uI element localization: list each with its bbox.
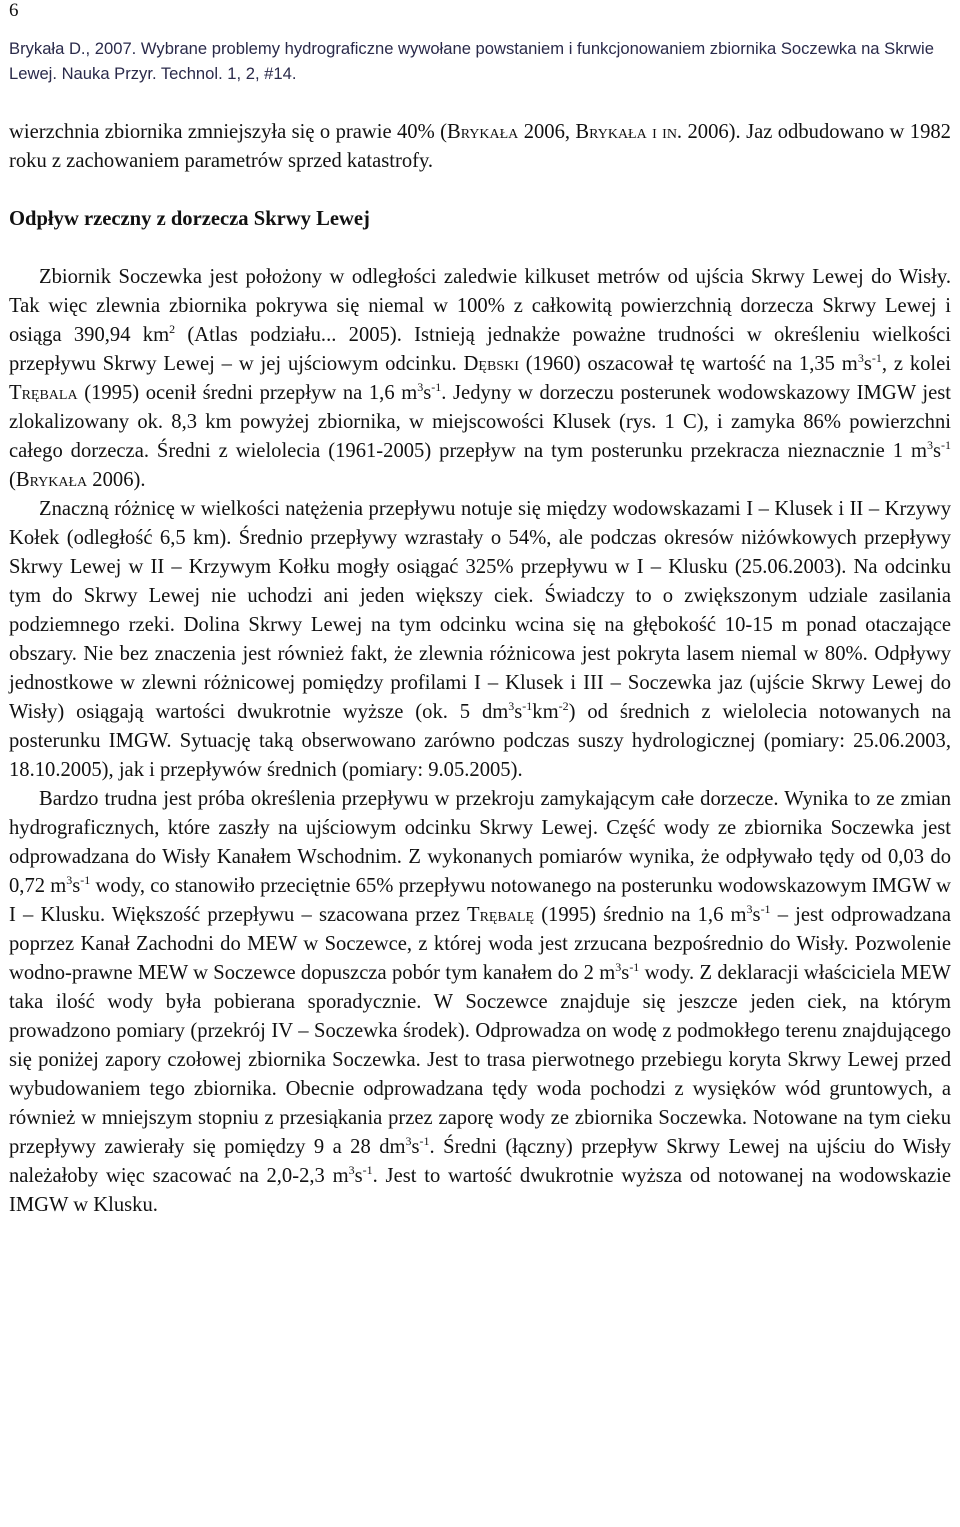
text-run: (1960) oszacował tę wartość na 1,35 m bbox=[518, 353, 858, 375]
section-heading: Odpływ rzeczny z dorzecza Skrwy Lewej bbox=[9, 208, 370, 230]
text-run: 2006). Jaz odbudowano w 1982 roku z zachowaniem parametrów sprzed katastrofy. bbox=[9, 121, 951, 172]
superscript: -1 bbox=[80, 873, 91, 887]
superscript: -1 bbox=[522, 699, 533, 713]
text-run: km bbox=[532, 701, 559, 723]
author-name: Trębalę bbox=[467, 904, 535, 926]
paragraph-3 bbox=[9, 785, 951, 1220]
text-run: (Atlas podziału... 2005). Istnieją jednakże poważne trudności w określeniu wielkości przepływu Skrwy Lewej – w jej ujściowym odcinku. bbox=[9, 324, 952, 375]
superscript: 3 bbox=[348, 1163, 355, 1177]
text-run: s bbox=[514, 701, 523, 723]
text-run: s bbox=[72, 875, 81, 897]
superscript: 3 bbox=[615, 960, 622, 974]
text-run: . Średni (łączny) przepływ Skrwy Lewej na ujściu do Wisły należałoby więc szacować na 2,0-2,3 m bbox=[9, 1136, 951, 1187]
paragraph-2 bbox=[9, 495, 951, 785]
superscript: -1 bbox=[629, 960, 640, 974]
text-run: s bbox=[621, 962, 630, 984]
page-number: 6 bbox=[9, 0, 19, 21]
text-run: , z kolei bbox=[881, 353, 952, 375]
article-body bbox=[9, 118, 951, 1220]
text-run: (1995) ocenił średni przepływ na 1,6 m bbox=[77, 382, 418, 404]
superscript: -1 bbox=[871, 351, 882, 365]
text-run: 2006, bbox=[518, 121, 576, 143]
text-run: s bbox=[423, 382, 432, 404]
text-run: Zbiornik Soczewka jest położony w odległości zaledwie kilkuset metrów od ujścia Skrwy Lewej do Wisły. Tak więc zlewnia zbiornika pokrywa się niemal w 100% z całkowitą powierzchnią dorzecza Skrwy Lewej i osiąga 390,94 km bbox=[9, 266, 951, 346]
superscript: 3 bbox=[508, 699, 515, 713]
text-run: s bbox=[863, 353, 872, 375]
text-run: – jest odprowadzana poprzez Kanał Zachodni do MEW w Soczewce, z której woda jest zrzucana bezpośrednio do Wisły. Pozwolenie wodno-prawne MEW w Soczewce dopuszcza pobór tym kanałem do 2 m bbox=[9, 904, 951, 984]
superscript: 3 bbox=[857, 351, 864, 365]
superscript: -1 bbox=[419, 1134, 430, 1148]
superscript: 3 bbox=[746, 902, 753, 916]
text-run: wierzchnia zbiornika zmniejszyła się o prawie 40% ( bbox=[9, 121, 447, 143]
superscript: 3 bbox=[926, 438, 933, 452]
text-run: s bbox=[932, 440, 941, 462]
superscript: -1 bbox=[362, 1163, 373, 1177]
superscript: 3 bbox=[417, 380, 424, 394]
superscript: -1 bbox=[431, 380, 442, 394]
intro-paragraph bbox=[9, 118, 951, 176]
superscript: -1 bbox=[760, 902, 771, 916]
citation-header: Brykała D., 2007. Wybrane problemy hydrograficzne wywołane powstaniem i funkcjonowaniem zbiornika Soczewka na Skrwie Lewej. Nauka Przyr. Technol. 1, 2, #14. bbox=[9, 39, 934, 83]
superscript: -1 bbox=[941, 438, 951, 452]
text-run: s bbox=[411, 1136, 420, 1158]
paragraph-1 bbox=[9, 263, 951, 495]
author-name: Brykała bbox=[447, 121, 519, 143]
superscript: -2 bbox=[558, 699, 569, 713]
text-run: (1995) średnio na 1,6 m bbox=[534, 904, 747, 926]
text-run: Bardzo trudna jest próba określenia przepływu w przekroju zamykającym całe dorzecze. Wynika to ze zmian hydrograficznych, które zaszły na ujściowym odcinku Skrwy Lewej. Część wody ze zbiornika Soczewka jest odprowadzana do Wisły Kanałem Wschodnim. Z wykonanych pomiarów wynika, że odpływało tędy od 0,03 do 0,72 m bbox=[9, 788, 951, 897]
text-run: ) od średnich z wielolecia notowanych na posterunku IMGW. Sytuację taką obserwowano zarówno podczas suszy hydrologicznej (pomiary: 25.06.2003, 18.10.2005), jak i przepływów średnich (pomiary: 9.05.2005). bbox=[9, 701, 951, 781]
superscript: 3 bbox=[66, 873, 73, 887]
author-name: Brykała bbox=[15, 469, 88, 491]
text-run: . Jest to wartość dwukrotnie wyższa od notowanej na wodowskazie IMGW w Klusku. bbox=[9, 1165, 951, 1216]
text-run: s bbox=[752, 904, 761, 926]
author-name: Trębala bbox=[9, 382, 78, 404]
text-run: s bbox=[354, 1165, 363, 1187]
text-run: 2006). bbox=[87, 469, 146, 491]
text-run: wody. Z deklaracji właściciela MEW taka ilość wody była pobierana sporadycznie. W Soczewce znajduje się jeszcze jeden ciek, na którym prowadzono pomiary (przekrój IV – Soczewka środek). Odprowadza on wodę z podmokłego terenu znajdującego się poniżej zapory czołowej zbiornika Soczewka. Jest to trasa pierwotnego przebiegu koryta Skrwy Lewej przed wybudowaniem tego zbiornika. Obecnie odprowadzana tędy woda pochodzi z wysięków wód gruntowych, a również w mniejszym stopniu z przesiąkania przez zaporę wody ze zbiornika Soczewka. Notowane na tym cieku przepływy zawierały się pomiędzy 9 a 28 dm bbox=[9, 962, 951, 1158]
author-name: Brykała i in. bbox=[575, 121, 683, 143]
text-run: Znaczną różnicę w wielkości natężenia przepływu notuje się między wodowskazami I – Klusek i II – Krzywy Kołek (odległość 6,5 km). Średnio przepływy wzrastały o 54%, ale podczas okresów niżówkowych przepływy Skrwy Lewej w II – Krzywym Kołku mogły osiągać 325% przepływu w I – Klusku (25.06.2003). Na odcinku tym do Skrwy Lewej nie uchodzi ani jeden większy ciek. Świadczy to o zwiększonym udziale zasilania podziemnego rzeki. Dolina Skrwy Lewej na tym odcinku wcina się na głębokość 10-15 m ponad otaczające obszary. Nie bez znaczenia jest również fakt, że zlewnia różnicowa jest pokryta lasem niemal w 80%. Odpływy jednostkowe w zlewni różnicowej pomiędzy profilami I – Klusek i III – Soczewka jaz (ujście Skrwy Lewej do Wisły) osiągają wartości dwukrotnie wyższe (ok. 5 dm bbox=[9, 498, 951, 723]
superscript: 2 bbox=[169, 322, 176, 336]
superscript: 3 bbox=[405, 1134, 412, 1148]
author-name: Dębski bbox=[463, 353, 519, 375]
text-run: . Jedyny w dorzeczu posterunek wodowskazowy IMGW jest zlokalizowany ok. 8,3 km powyżej zbiornika, w miejscowości Klusek (rys. 1 C), i zamyka 86% powierzchni całego dorzecza. Średni z wielolecia (1961-2005) przepływ na tym posterunku przekracza nieznacznie 1 m bbox=[9, 382, 951, 462]
text-run: wody, co stanowiło przeciętnie 65% przepływu notowanego na posterunku wodowskazowym IMGW w I – Klusku. Większość przepływu – szacowana przez bbox=[9, 875, 951, 926]
text-run: ( bbox=[9, 469, 16, 491]
